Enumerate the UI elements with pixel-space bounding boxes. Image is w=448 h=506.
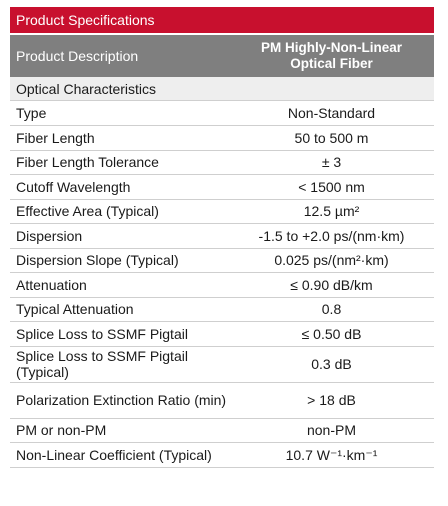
- spec-value: Non-Standard: [229, 101, 434, 126]
- spec-row: [10, 101, 434, 126]
- spec-value: 0.025 ps/(nm²·km): [229, 248, 434, 273]
- spec-row: [10, 322, 434, 347]
- spec-label: Typical Attenuation: [10, 297, 229, 322]
- spec-row: [10, 418, 434, 443]
- spec-value: 0.8: [229, 297, 434, 322]
- product-description-row: [10, 35, 434, 77]
- spec-label: PM or non-PM: [10, 418, 229, 443]
- spec-label: Dispersion Slope (Typical): [10, 248, 229, 273]
- spec-value: ≤ 0.90 dB/km: [229, 273, 434, 298]
- spec-row: [10, 346, 434, 382]
- spec-value: 12.5 µm²: [229, 199, 434, 224]
- spec-value: ± 3: [229, 150, 434, 175]
- spec-value: 10.7 W⁻¹·km⁻¹: [229, 443, 434, 468]
- spec-title: Product Specifications: [10, 7, 434, 33]
- spec-sheet: [10, 7, 434, 468]
- spec-value: non-PM: [229, 418, 434, 443]
- spec-value: ≤ 0.50 dB: [229, 322, 434, 347]
- spec-label: Fiber Length: [10, 126, 229, 151]
- spec-label: Type: [10, 101, 229, 126]
- spec-label: Dispersion: [10, 224, 229, 249]
- spec-row: [10, 126, 434, 151]
- spec-row: [10, 224, 434, 249]
- spec-label: Effective Area (Typical): [10, 199, 229, 224]
- spec-table: [10, 101, 434, 468]
- product-name-line-2: Optical Fiber: [290, 56, 373, 71]
- spec-row: [10, 297, 434, 322]
- spec-row: [10, 199, 434, 224]
- spec-value: > 18 dB: [229, 382, 434, 418]
- spec-row: [10, 248, 434, 273]
- spec-label: Splice Loss to SSMF Pigtail: [10, 322, 229, 347]
- product-name-line-1: PM Highly-Non-Linear: [261, 40, 402, 55]
- spec-row: [10, 175, 434, 200]
- spec-row: [10, 443, 434, 468]
- spec-label: Attenuation: [10, 273, 229, 298]
- section-optical-characteristics: Optical Characteristics: [10, 77, 434, 101]
- spec-label: Non-Linear Coefficient (Typical): [10, 443, 229, 468]
- spec-value: 50 to 500 m: [229, 126, 434, 151]
- spec-label: Polarization Extinction Ratio (min): [10, 382, 229, 418]
- spec-label: Cutoff Wavelength: [10, 175, 229, 200]
- spec-value: < 1500 nm: [229, 175, 434, 200]
- spec-value: 0.3 dB: [229, 346, 434, 382]
- spec-label: Splice Loss to SSMF Pigtail (Typical): [10, 346, 229, 382]
- product-description-label: Product Description: [16, 48, 139, 64]
- spec-value: -1.5 to +2.0 ps/(nm·km): [229, 224, 434, 249]
- spec-row: [10, 382, 434, 418]
- spec-row: [10, 150, 434, 175]
- product-description-value: [229, 40, 434, 72]
- spec-row: [10, 273, 434, 298]
- spec-label: Fiber Length Tolerance: [10, 150, 229, 175]
